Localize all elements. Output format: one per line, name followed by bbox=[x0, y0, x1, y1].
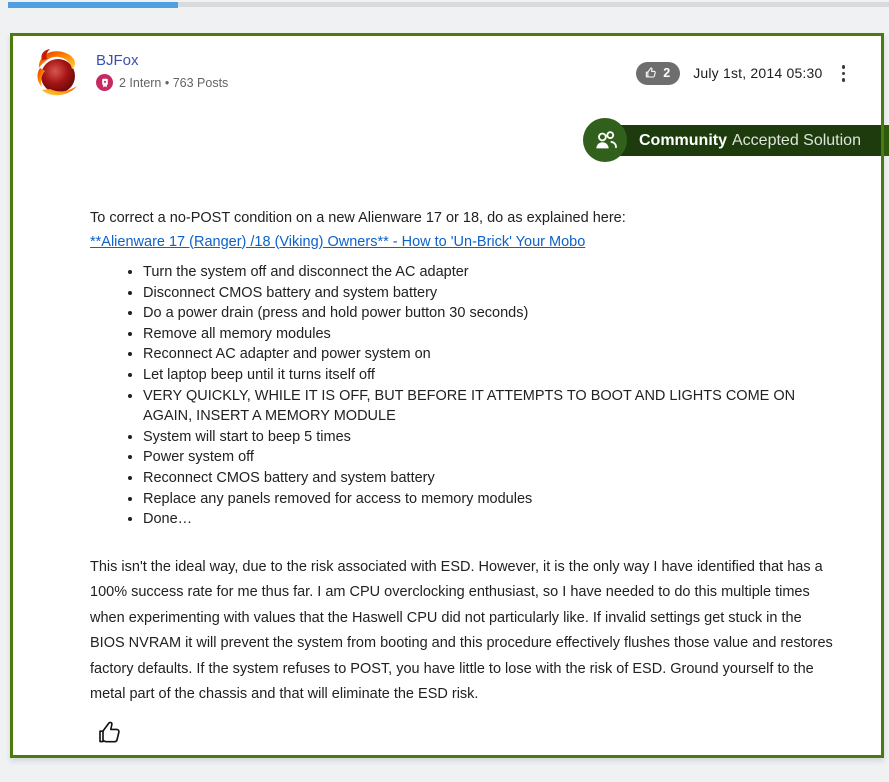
step-item: • VERY QUICKLY, WHILE IT IS OFF, BUT BEFORE IT ATTEMPTS TO BOOT AND LIGHTS COME ON AGAIN, INSERT A MEMORY MODULE bbox=[143, 386, 838, 427]
unbrick-guide-link[interactable]: **Alienware 17 (Ranger) /18 (Viking) Owners** - How to 'Un-Brick' Your Mobo bbox=[90, 233, 586, 250]
thumbs-up-icon bbox=[94, 718, 126, 748]
step-item: • System will start to beep 5 times bbox=[143, 427, 838, 448]
kebab-menu-icon[interactable] bbox=[836, 61, 852, 86]
banner-bold-label: Community bbox=[639, 132, 727, 149]
step-item: • Reconnect AC adapter and power system on bbox=[143, 344, 838, 365]
avatar[interactable] bbox=[30, 46, 84, 100]
explanation-paragraph: This isn't the ideal way, due to the risk associated with ESD. However, it is the only way I have identified that has a 100% success rate for me thus far. I am CPU overclocking enthusiast, so I have needed to do this multiple times when experimenting with values that the Haswell CPU did not particularly like. If invalid settings get stuck in the BIOS NVRAM it will prevent the system from booting and this procedure effectively flushes those value and restores factory defaults. If the system refuses to POST, you have little to lose with the risk of ESD. Ground yourself to the metal part of the chassis and that will eliminate the ESD risk. bbox=[90, 558, 833, 703]
header-right bbox=[636, 61, 851, 86]
post-card bbox=[10, 33, 884, 758]
step-item: • Replace any panels removed for access to memory modules bbox=[143, 489, 838, 510]
like-count-pill[interactable] bbox=[636, 62, 680, 85]
post-header bbox=[30, 46, 851, 100]
intro-text: To correct a no-POST condition on a new Alienware 17 or 18, do as explained here: bbox=[90, 210, 626, 226]
tab-scrollbar-thumb[interactable] bbox=[8, 2, 178, 8]
post-body bbox=[90, 207, 838, 708]
community-group-icon bbox=[583, 118, 627, 162]
banner-rest-label: Accepted Solution bbox=[732, 132, 861, 149]
step-item: • Disconnect CMOS battery and system battery bbox=[143, 283, 838, 304]
post-date: July 1st, 2014 05:30 bbox=[693, 65, 823, 82]
firebird-avatar-icon bbox=[30, 46, 84, 100]
author-rank-posts: 2 Intern • 763 Posts bbox=[119, 75, 229, 90]
thumbs-up-icon bbox=[644, 66, 658, 80]
step-item: • Power system off bbox=[143, 447, 838, 468]
like-count: 2 bbox=[663, 66, 671, 81]
author-meta bbox=[96, 74, 228, 91]
banner-tail bbox=[884, 125, 889, 156]
steps-list bbox=[90, 262, 838, 530]
author-name[interactable]: BJFox bbox=[96, 52, 139, 69]
step-item: • Do a power drain (press and hold power button 30 seconds) bbox=[143, 303, 838, 324]
step-item: • Reconnect CMOS battery and system battery bbox=[143, 468, 838, 489]
step-item: • Done… bbox=[143, 509, 838, 530]
like-button[interactable] bbox=[93, 718, 127, 750]
author-block bbox=[96, 46, 228, 91]
step-item: • Turn the system off and disconnect the AC adapter bbox=[143, 262, 838, 283]
step-item: • Let laptop beep until it turns itself off bbox=[143, 365, 838, 386]
banner-text bbox=[639, 125, 861, 156]
accepted-solution-banner bbox=[583, 118, 889, 162]
rank-ribbon-icon bbox=[96, 74, 113, 91]
step-item: • Remove all memory modules bbox=[143, 324, 838, 345]
